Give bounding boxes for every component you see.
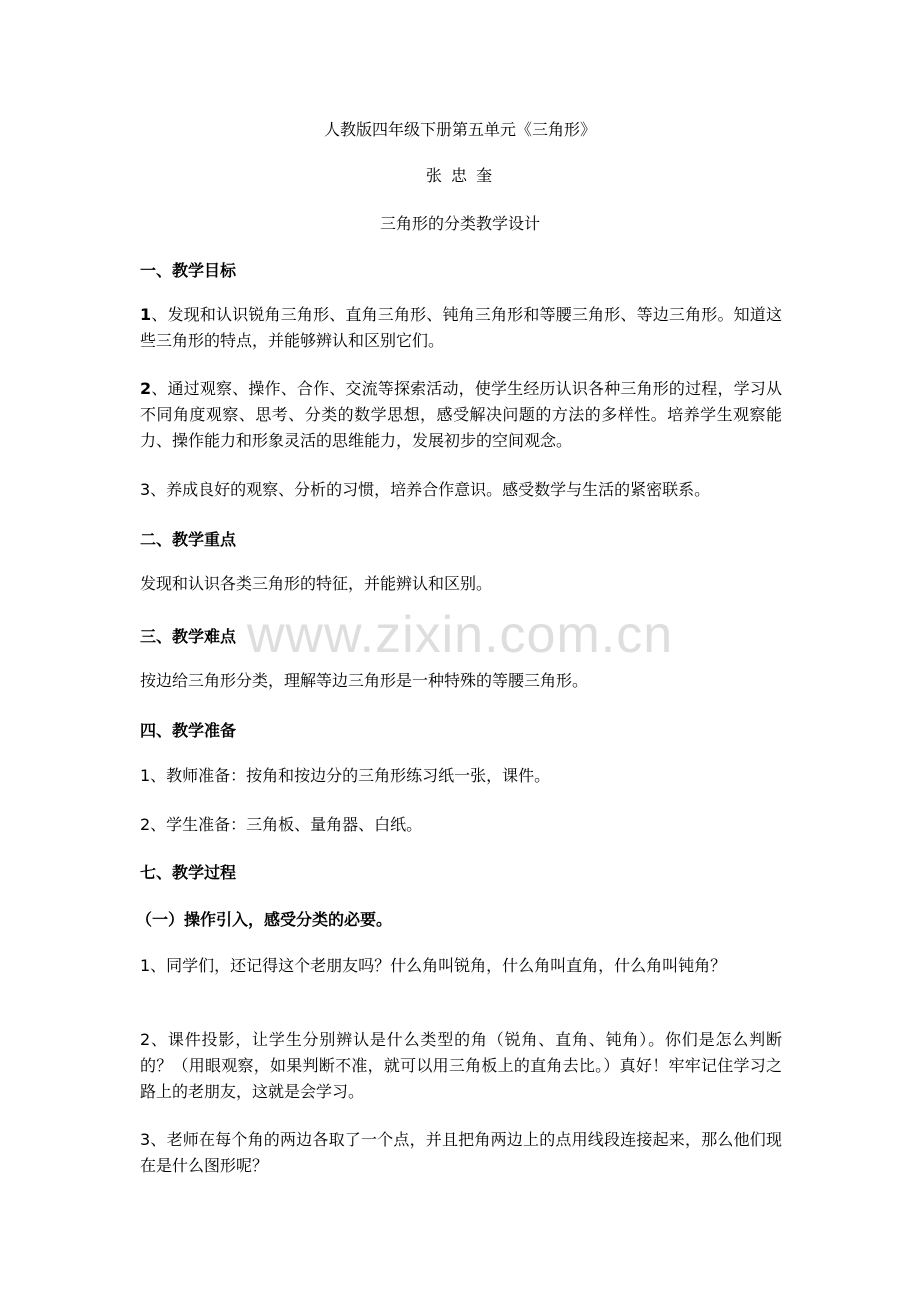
section-heading-process: 七、教学过程 xyxy=(140,863,237,882)
step-item-2: 2、课件投影，让学生分别辨认是什么类型的角（锐角、直角、钝角）。你们是怎么判断的？（用眼观察，如果判断不准，就可以用三角板上的直角去比。）真好！牢牢记住学习之路上的老朋友，这就是会学习。 xyxy=(140,1030,782,1101)
watermark: www.zixin.com.cn xyxy=(246,606,674,664)
preparation-item-1: 1、教师准备：按角和按边分的三角形练习纸一张，课件。 xyxy=(140,766,551,785)
preparation-item-2: 2、学生准备：三角板、量角器、白纸。 xyxy=(140,815,423,834)
goal-text: 、通过观察、操作、合作、交流等探索活动，使学生经历认识各种三角形的过程，学习从不同角度观察、思考、分类的数学思想，感受解决问题的方法的多样性。培养学生观察能力、操作能力和形象灵活的思维能力，发展初步的空间观念。 xyxy=(140,379,782,450)
step-heading-1: （一）操作引入，感受分类的必要。 xyxy=(136,910,393,929)
section-heading-goals: 一、教学目标 xyxy=(140,261,237,280)
document-title: 人教版四年级下册第五单元《三角形》 xyxy=(323,120,596,139)
section-heading-difficulty: 三、教学难点 xyxy=(140,627,237,646)
step-item-3: 3、老师在每个角的两边各取了一个点，并且把角两边上的点用线段连接起来，那么他们现在是什么图形呢？ xyxy=(140,1130,782,1175)
goal-number: 1 xyxy=(140,305,152,324)
difficulty-text: 按边给三角形分类，理解等边三角形是一种特殊的等腰三角形。 xyxy=(140,671,589,690)
goal-item-2 xyxy=(140,376,782,454)
goal-number: 2 xyxy=(140,379,152,398)
section-heading-preparation: 四、教学准备 xyxy=(140,721,237,740)
goal-text: 、发现和认识锐角三角形、直角三角形、钝角三角形和等腰三角形、等边三角形。知道这些三角形的特点，并能够辨认和区别它们。 xyxy=(140,305,782,350)
step-item-1: 1、同学们，还记得这个老朋友吗？什么角叫锐角，什么角叫直角，什么角叫钝角？ xyxy=(140,956,727,975)
document-subtitle: 三角形的分类教学设计 xyxy=(379,214,540,233)
goal-item-3: 3、养成良好的观察、分析的习惯，培养合作意识。感受数学与生活的紧密联系。 xyxy=(140,480,711,499)
section-heading-key-points: 二、教学重点 xyxy=(140,530,237,549)
key-points-text: 发现和认识各类三角形的特征，并能辨认和区别。 xyxy=(140,574,493,593)
author-name: 张 忠 奎 xyxy=(425,166,495,185)
goal-item-1 xyxy=(140,302,782,354)
